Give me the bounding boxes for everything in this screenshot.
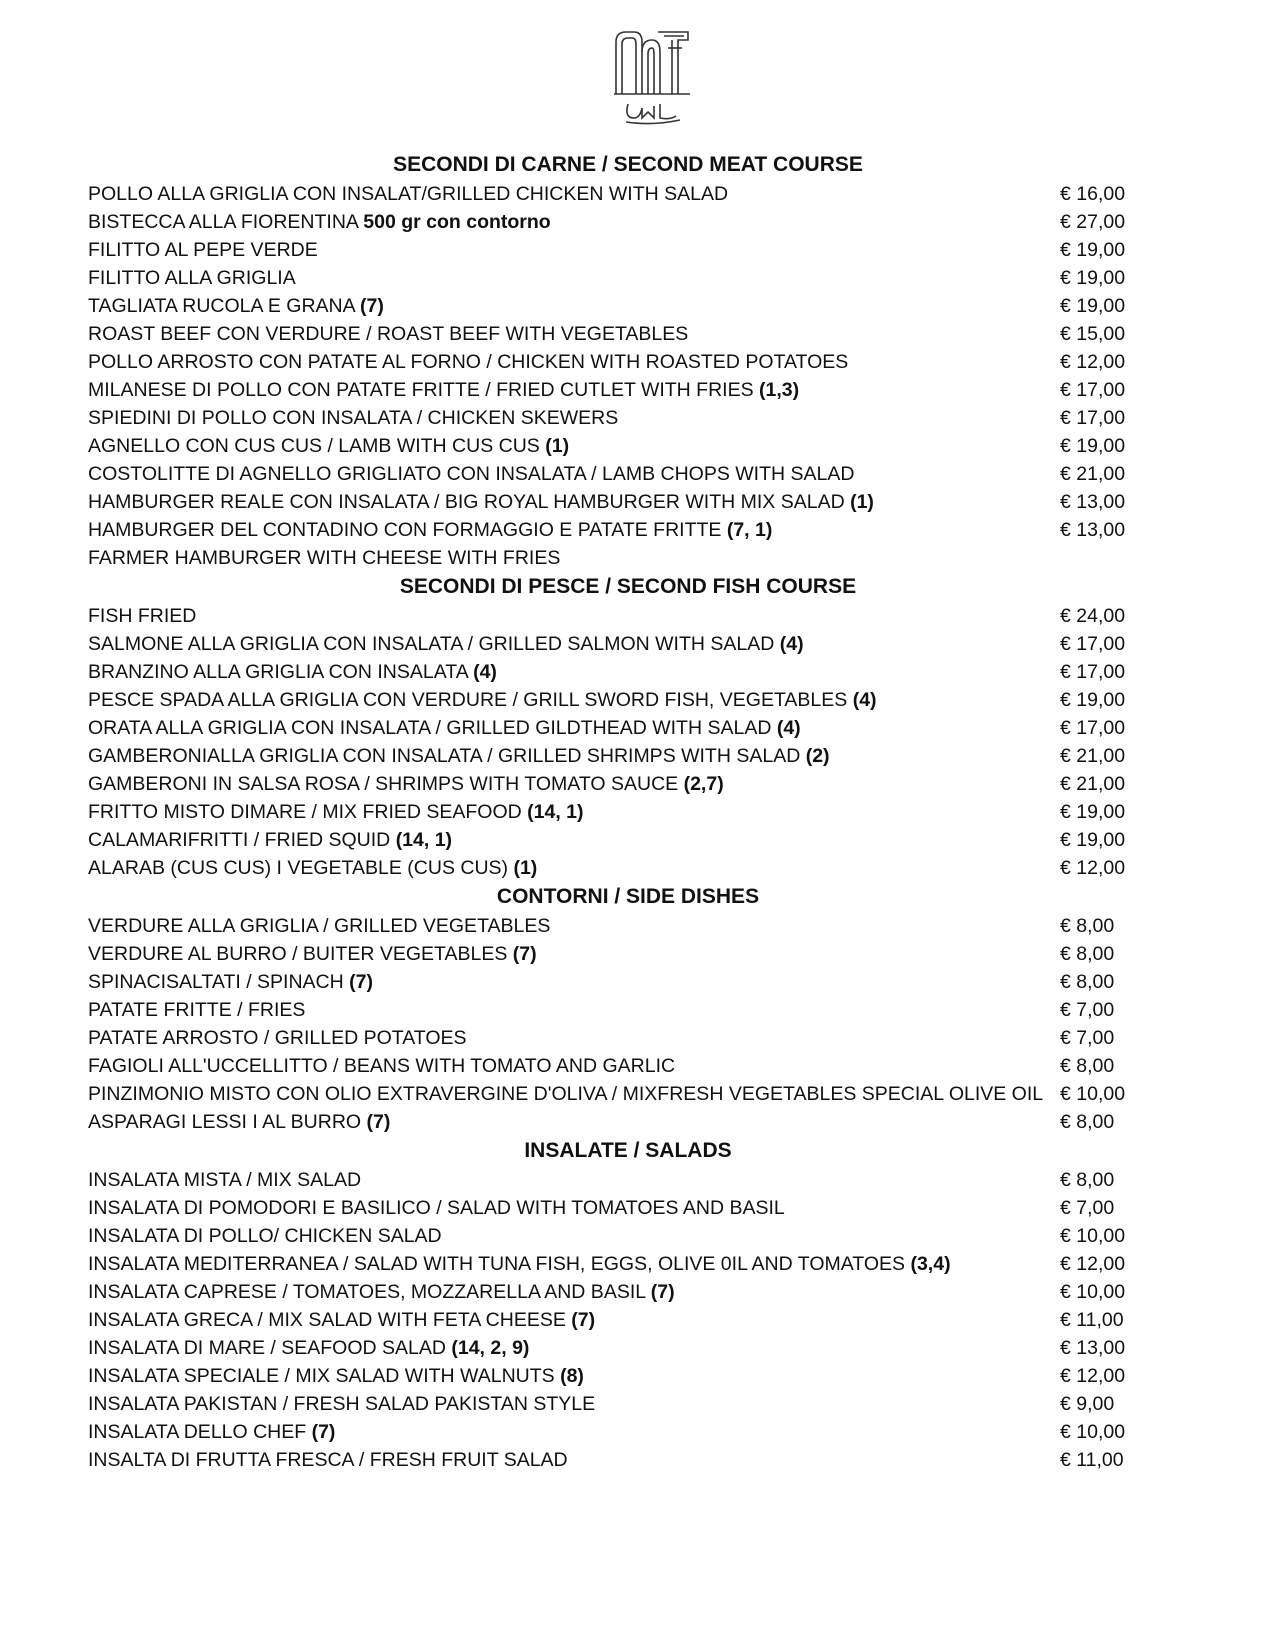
item-name: PATATE ARROSTO / GRILLED POTATOES bbox=[88, 1027, 467, 1049]
item-name: INSALATA DI POLLO/ CHICKEN SALAD bbox=[88, 1225, 442, 1247]
item-price: € 17,00 bbox=[1060, 717, 1126, 739]
item-name: BISTECCA ALLA FIORENTINA 500 gr con contorno bbox=[88, 211, 551, 233]
menu-item bbox=[88, 912, 1168, 940]
item-name: SPINACISALTATI / SPINACH (7) bbox=[88, 971, 373, 993]
menu-item bbox=[88, 968, 1168, 996]
item-price: € 19,00 bbox=[1060, 295, 1126, 317]
menu-item bbox=[88, 1306, 1168, 1334]
item-name: MILANESE DI POLLO CON PATATE FRITTE / FRIED CUTLET WITH FRIES (1,3) bbox=[88, 379, 800, 401]
item-price: € 17,00 bbox=[1060, 407, 1126, 429]
item-price: € 17,00 bbox=[1060, 633, 1126, 655]
item-price: € 19,00 bbox=[1060, 267, 1126, 289]
section-fish bbox=[88, 572, 1168, 882]
item-name: GAMBERONIALLA GRIGLIA CON INSALATA / GRILLED SHRIMPS WITH SALAD (2) bbox=[88, 745, 830, 767]
item-name: HAMBURGER REALE CON INSALATA / BIG ROYAL HAMBURGER WITH MIX SALAD (1) bbox=[88, 491, 874, 513]
item-name: VERDURE AL BURRO / BUITER VEGETABLES (7) bbox=[88, 943, 537, 965]
item-price: € 27,00 bbox=[1060, 211, 1126, 233]
item-price: € 8,00 bbox=[1060, 943, 1115, 965]
menu-item bbox=[88, 292, 1168, 320]
item-name: INSALATA DELLO CHEF (7) bbox=[88, 1421, 336, 1443]
item-name: FILITTO ALLA GRIGLIA bbox=[88, 267, 296, 289]
item-price: € 19,00 bbox=[1060, 689, 1126, 711]
menu-item bbox=[88, 1334, 1168, 1362]
item-name: GAMBERONI IN SALSA ROSA / SHRIMPS WITH TOMATO SAUCE (2,7) bbox=[88, 773, 724, 795]
menu-item bbox=[88, 1108, 1168, 1136]
item-price: € 13,00 bbox=[1060, 519, 1126, 541]
menu-item bbox=[88, 1166, 1168, 1194]
menu-item bbox=[88, 180, 1168, 208]
menu-item bbox=[88, 348, 1168, 376]
item-price: € 19,00 bbox=[1060, 829, 1126, 851]
item-name: AGNELLO CON CUS CUS / LAMB WITH CUS CUS (1) bbox=[88, 435, 570, 457]
item-name: HAMBURGER DEL CONTADINO CON FORMAGGIO E PATATE FRITTE (7, 1) bbox=[88, 519, 773, 541]
item-price: € 8,00 bbox=[1060, 1111, 1115, 1133]
item-name: POLLO ALLA GRIGLIA CON INSALAT/GRILLED CHICKEN WITH SALAD bbox=[88, 183, 729, 205]
restaurant-logo bbox=[612, 22, 694, 128]
item-price: € 8,00 bbox=[1060, 1055, 1115, 1077]
item-name: SPIEDINI DI POLLO CON INSALATA / CHICKEN SKEWERS bbox=[88, 407, 619, 429]
item-price: € 10,00 bbox=[1060, 1225, 1126, 1247]
item-name: INSALATA GRECA / MIX SALAD WITH FETA CHEESE (7) bbox=[88, 1309, 596, 1331]
menu-item bbox=[88, 404, 1168, 432]
menu-item bbox=[88, 686, 1168, 714]
menu-item bbox=[88, 516, 1168, 544]
item-price: € 12,00 bbox=[1060, 1365, 1126, 1387]
item-price: € 11,00 bbox=[1060, 1309, 1124, 1331]
item-price: € 13,00 bbox=[1060, 1337, 1126, 1359]
section-title: SECONDI DI PESCE / SECOND FISH COURSE bbox=[399, 575, 857, 598]
item-price: € 12,00 bbox=[1060, 1253, 1126, 1275]
item-price: € 12,00 bbox=[1060, 857, 1126, 879]
menu-item bbox=[88, 1024, 1168, 1052]
menu-item bbox=[88, 854, 1168, 882]
menu-item bbox=[88, 488, 1168, 516]
section-meat bbox=[88, 150, 1168, 572]
item-price: € 10,00 bbox=[1060, 1421, 1126, 1443]
item-name: PESCE SPADA ALLA GRIGLIA CON VERDURE / GRILL SWORD FISH, VEGETABLES (4) bbox=[88, 689, 877, 711]
item-price: € 8,00 bbox=[1060, 971, 1115, 993]
menu-item bbox=[88, 1362, 1168, 1390]
menu-item bbox=[88, 1250, 1168, 1278]
menu-item bbox=[88, 770, 1168, 798]
item-name: FAGIOLI ALL'UCCELLITTO / BEANS WITH TOMATO AND GARLIC bbox=[88, 1055, 676, 1077]
section-title: SECONDI DI CARNE / SECOND MEAT COURSE bbox=[393, 153, 863, 176]
item-price: € 9,00 bbox=[1060, 1393, 1115, 1415]
item-price: € 10,00 bbox=[1060, 1083, 1126, 1105]
menu-item bbox=[88, 376, 1168, 404]
item-price: € 10,00 bbox=[1060, 1281, 1126, 1303]
menu-item bbox=[88, 826, 1168, 854]
menu-item bbox=[88, 432, 1168, 460]
item-name: PATATE FRITTE / FRIES bbox=[88, 999, 306, 1021]
item-name: CALAMARIFRITTI / FRIED SQUID (14, 1) bbox=[88, 829, 453, 851]
item-name: INSALATA PAKISTAN / FRESH SALAD PAKISTAN STYLE bbox=[88, 1393, 596, 1415]
item-name: ORATA ALLA GRIGLIA CON INSALATA / GRILLED GILDTHEAD WITH SALAD (4) bbox=[88, 717, 801, 739]
section-title: CONTORNI / SIDE DISHES bbox=[496, 885, 760, 908]
item-name: SALMONE ALLA GRIGLIA CON INSALATA / GRILLED SALMON WITH SALAD (4) bbox=[88, 633, 804, 655]
menu-item bbox=[88, 320, 1168, 348]
item-name: ROAST BEEF CON VERDURE / ROAST BEEF WITH VEGETABLES bbox=[88, 323, 689, 345]
menu-item bbox=[88, 264, 1168, 292]
item-price: € 7,00 bbox=[1060, 999, 1115, 1021]
restaurant-monogram-logo bbox=[612, 22, 694, 128]
menu-item bbox=[88, 1194, 1168, 1222]
item-price: € 7,00 bbox=[1060, 1197, 1115, 1219]
item-name: BRANZINO ALLA GRIGLIA CON INSALATA (4) bbox=[88, 661, 497, 683]
item-name: POLLO ARROSTO CON PATATE AL FORNO / CHICKEN WITH ROASTED POTATOES bbox=[88, 351, 849, 373]
item-price: € 15,00 bbox=[1060, 323, 1126, 345]
menu-item bbox=[88, 602, 1168, 630]
item-price: € 12,00 bbox=[1060, 351, 1126, 373]
item-price: € 21,00 bbox=[1060, 745, 1126, 767]
item-name: ASPARAGI LESSI I AL BURRO (7) bbox=[88, 1111, 391, 1133]
item-price: € 11,00 bbox=[1060, 1449, 1124, 1471]
item-price: € 8,00 bbox=[1060, 1169, 1115, 1191]
menu-item bbox=[88, 742, 1168, 770]
section-salads bbox=[88, 1136, 1168, 1474]
item-price: € 19,00 bbox=[1060, 801, 1126, 823]
item-name: COSTOLITTE DI AGNELLO GRIGLIATO CON INSALATA / LAMB CHOPS WITH SALAD bbox=[88, 463, 855, 485]
menu-item bbox=[88, 544, 1168, 572]
item-price: € 24,00 bbox=[1060, 605, 1126, 627]
menu-item bbox=[88, 1446, 1168, 1474]
item-name: INSALATA DI POMODORI E BASILICO / SALAD WITH TOMATOES AND BASIL bbox=[88, 1197, 785, 1219]
item-price: € 21,00 bbox=[1060, 773, 1126, 795]
menu-item bbox=[88, 714, 1168, 742]
item-name: TAGLIATA RUCOLA E GRANA (7) bbox=[88, 295, 384, 317]
item-price: € 17,00 bbox=[1060, 661, 1126, 683]
item-name: INSALATA MISTA / MIX SALAD bbox=[88, 1169, 362, 1191]
item-name: FRITTO MISTO DIMARE / MIX FRIED SEAFOOD (14, 1) bbox=[88, 801, 584, 823]
item-name: INSALTA DI FRUTTA FRESCA / FRESH FRUIT SALAD bbox=[88, 1449, 568, 1471]
menu-item bbox=[88, 940, 1168, 968]
menu-item bbox=[88, 798, 1168, 826]
item-name: FILITTO AL PEPE VERDE bbox=[88, 239, 318, 261]
item-name: INSALATA SPECIALE / MIX SALAD WITH WALNUTS (8) bbox=[88, 1365, 584, 1387]
item-price: € 19,00 bbox=[1060, 239, 1126, 261]
menu-item bbox=[88, 996, 1168, 1024]
menu-item bbox=[88, 1390, 1168, 1418]
item-name: INSALATA MEDITERRANEA / SALAD WITH TUNA FISH, EGGS, OLIVE 0IL AND TOMATOES (3,4) bbox=[88, 1253, 951, 1275]
menu-item bbox=[88, 1080, 1168, 1108]
menu-item bbox=[88, 460, 1168, 488]
section-title: INSALATE / SALADS bbox=[524, 1139, 732, 1162]
item-price: € 7,00 bbox=[1060, 1027, 1115, 1049]
item-name: FARMER HAMBURGER WITH CHEESE WITH FRIES bbox=[88, 547, 561, 569]
item-name: INSALATA CAPRESE / TOMATOES, MOZZARELLA AND BASIL (7) bbox=[88, 1281, 675, 1303]
item-price: € 19,00 bbox=[1060, 435, 1126, 457]
item-name: INSALATA DI MARE / SEAFOOD SALAD (14, 2, 9) bbox=[88, 1337, 530, 1359]
item-price: € 21,00 bbox=[1060, 463, 1126, 485]
menu-item bbox=[88, 1418, 1168, 1446]
menu bbox=[88, 150, 1168, 1474]
item-price: € 16,00 bbox=[1060, 183, 1126, 205]
section-side-dishes bbox=[88, 882, 1168, 1136]
menu-item bbox=[88, 208, 1168, 236]
item-name: PINZIMONIO MISTO CON OLIO EXTRAVERGINE D'OLIVA / MIXFRESH VEGETABLES SPECIAL OLIVE OIL bbox=[88, 1083, 1044, 1105]
item-name: FISH FRIED bbox=[88, 605, 197, 627]
item-price: € 17,00 bbox=[1060, 379, 1126, 401]
item-name: VERDURE ALLA GRIGLIA / GRILLED VEGETABLES bbox=[88, 915, 551, 937]
menu-item bbox=[88, 1278, 1168, 1306]
item-price: € 8,00 bbox=[1060, 915, 1115, 937]
menu-item bbox=[88, 1052, 1168, 1080]
item-price: € 13,00 bbox=[1060, 491, 1126, 513]
menu-item bbox=[88, 658, 1168, 686]
menu-item bbox=[88, 236, 1168, 264]
menu-item bbox=[88, 630, 1168, 658]
menu-item bbox=[88, 1222, 1168, 1250]
item-name: ALARAB (CUS CUS) I VEGETABLE (CUS CUS) (1) bbox=[88, 857, 538, 879]
